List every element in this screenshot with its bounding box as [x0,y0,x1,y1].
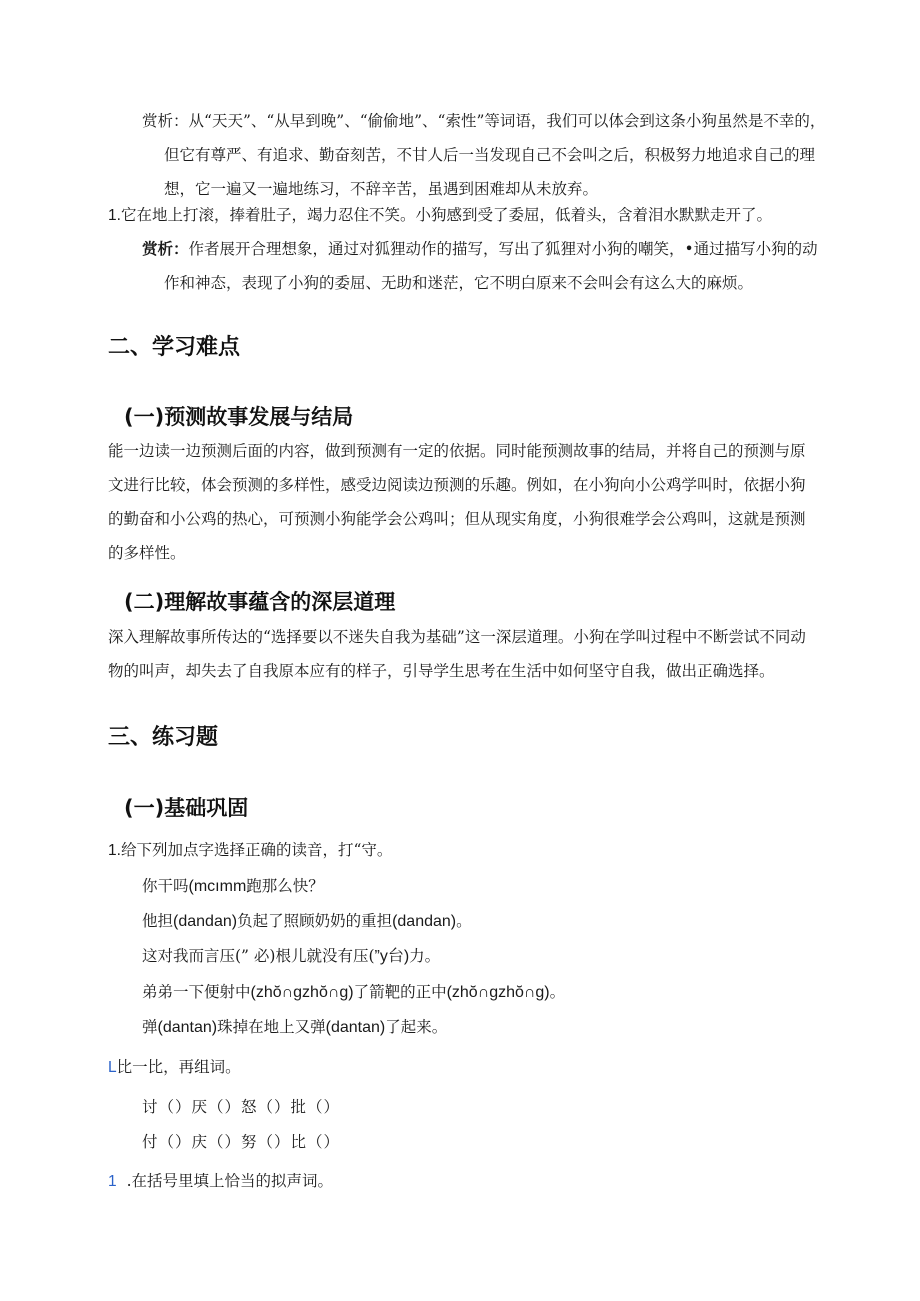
pinyin-option: (mcımm [188,878,247,895]
subsection-heading-prediction: (一)预测故事发展与结局 [124,405,354,429]
question-text: 给下列加点字选择正确的读音，打“守。 [120,841,393,859]
question-number: L [108,1059,117,1076]
text-segment: 这对我而言压(” 必)根儿就没有压( [142,947,375,965]
question-number: 1. [108,842,121,859]
text-segment: 弹 [142,1018,158,1036]
pinyin-option: (dandan) [392,913,457,930]
text-segment: 了起来。 [385,1018,448,1036]
text-segment: 珠掉在地上又弹 [217,1018,326,1036]
question-number: 1 [108,1173,117,1190]
question-text: 比一比，再组词。 [116,1058,241,1076]
text-segment: 力。 [409,947,441,965]
pinyin-line-4 [142,980,565,1005]
question-2-prompt [108,1055,241,1080]
pinyin-option: (zhŏ∩gzhŏ∩g) [446,984,550,1001]
text-segment: 。 [549,983,566,1001]
item-number: 1. [108,207,121,224]
pinyin-option: (zhŏ∩gzhŏ∩g) [250,984,354,1001]
pinyin-option: ”y台) [374,948,410,965]
note-text: 作者展开合理想象，通过对狐狸动作的描写，写出了狐狸对小狗的嘲笑，•通过描写小狗的动作和神态，表现了小狗的委屈、无助和迷茫，它不明白原来不会叫会有这么大的麻烦。 [164,240,818,292]
appreciation-note-1 [142,232,832,300]
section-heading-exercises: 三、练习题 [108,725,219,750]
pinyin-option: (dantan) [325,1019,386,1036]
example-sentence-1 [108,198,828,233]
pinyin-line-1 [142,874,324,899]
prediction-paragraph: 能一边读一边预测后面的内容，做到预测有一定的依据。同时能预测故事的结局，并将自己的预测与原文进行比较，体会预测的多样性，感受边阅读边预测的乐趣。例如，在小狗向小公鸡学叫时，依据小狗的勤奋和小公鸡的热心，可预测小狗能学会公鸡叫；但从现实角度，小狗很难学会公鸡叫，这就是预测的多样性。 [108,442,806,562]
top-appreciation-note [142,104,832,206]
text-segment: 了箭靶的正中 [353,983,447,1001]
subsection-heading-deep-meaning: (二)理解故事蕴含的深层道理 [124,590,396,614]
question-1-prompt [108,838,392,863]
compare-row-2: 付（）庆（）努（）比（） [142,1133,341,1151]
text-segment: 负起了照顾奶奶的重担 [237,912,393,930]
sentence-text: 它在地上打滚，捧着肚子，竭力忍住不笑。小狗感到受了委屈，低着头，含着泪水默默走开了。 [120,206,772,224]
pinyin-option: (dantan) [157,1019,218,1036]
text-segment: 他担 [142,912,174,930]
compare-row-1: 讨（）厌（）怒（）批（） [142,1098,341,1116]
question-text: .在括号里填上恰当的拟声词。 [126,1172,334,1190]
section-heading-difficulties: 二、学习难点 [108,335,241,360]
pinyin-line-2 [142,909,472,934]
text-segment: 弟弟一下便射中 [142,983,251,1001]
note-label: 赏析： [142,239,189,258]
question-3-prompt [108,1169,333,1194]
text-segment: 。 [456,912,472,930]
pinyin-option: (dandan) [173,913,238,930]
pinyin-line-5 [142,1015,447,1040]
note-text: 从“天天”、“从早到晚”、“偷偷地”、“索性”等词语，我们可以体会到这条小狗虽然是不幸的，但它有尊严、有追求、勤奋刻苦，不甘人后一当发现自己不会叫之后，积极努力地追求自己的理想，它一遍又一遍地练习，不辞辛苦，虽遇到困难却从未放弃。 [164,112,826,198]
text-segment: 跑那么快？ [246,877,324,895]
note-label: 赏析： [142,112,189,130]
pinyin-line-3 [142,944,440,969]
subsection-heading-basics: (一)基础巩固 [124,796,249,820]
text-segment: 你干吗 [142,877,189,895]
deep-meaning-paragraph: 深入理解故事所传达的“选择要以不迷失自我为基础”这一深层道理。小狗在学叫过程中不断尝试不同动物的叫声，却失去了自我原本应有的样子，引导学生思考在生活中如何坚守自我，做出正确选择。 [108,628,806,680]
